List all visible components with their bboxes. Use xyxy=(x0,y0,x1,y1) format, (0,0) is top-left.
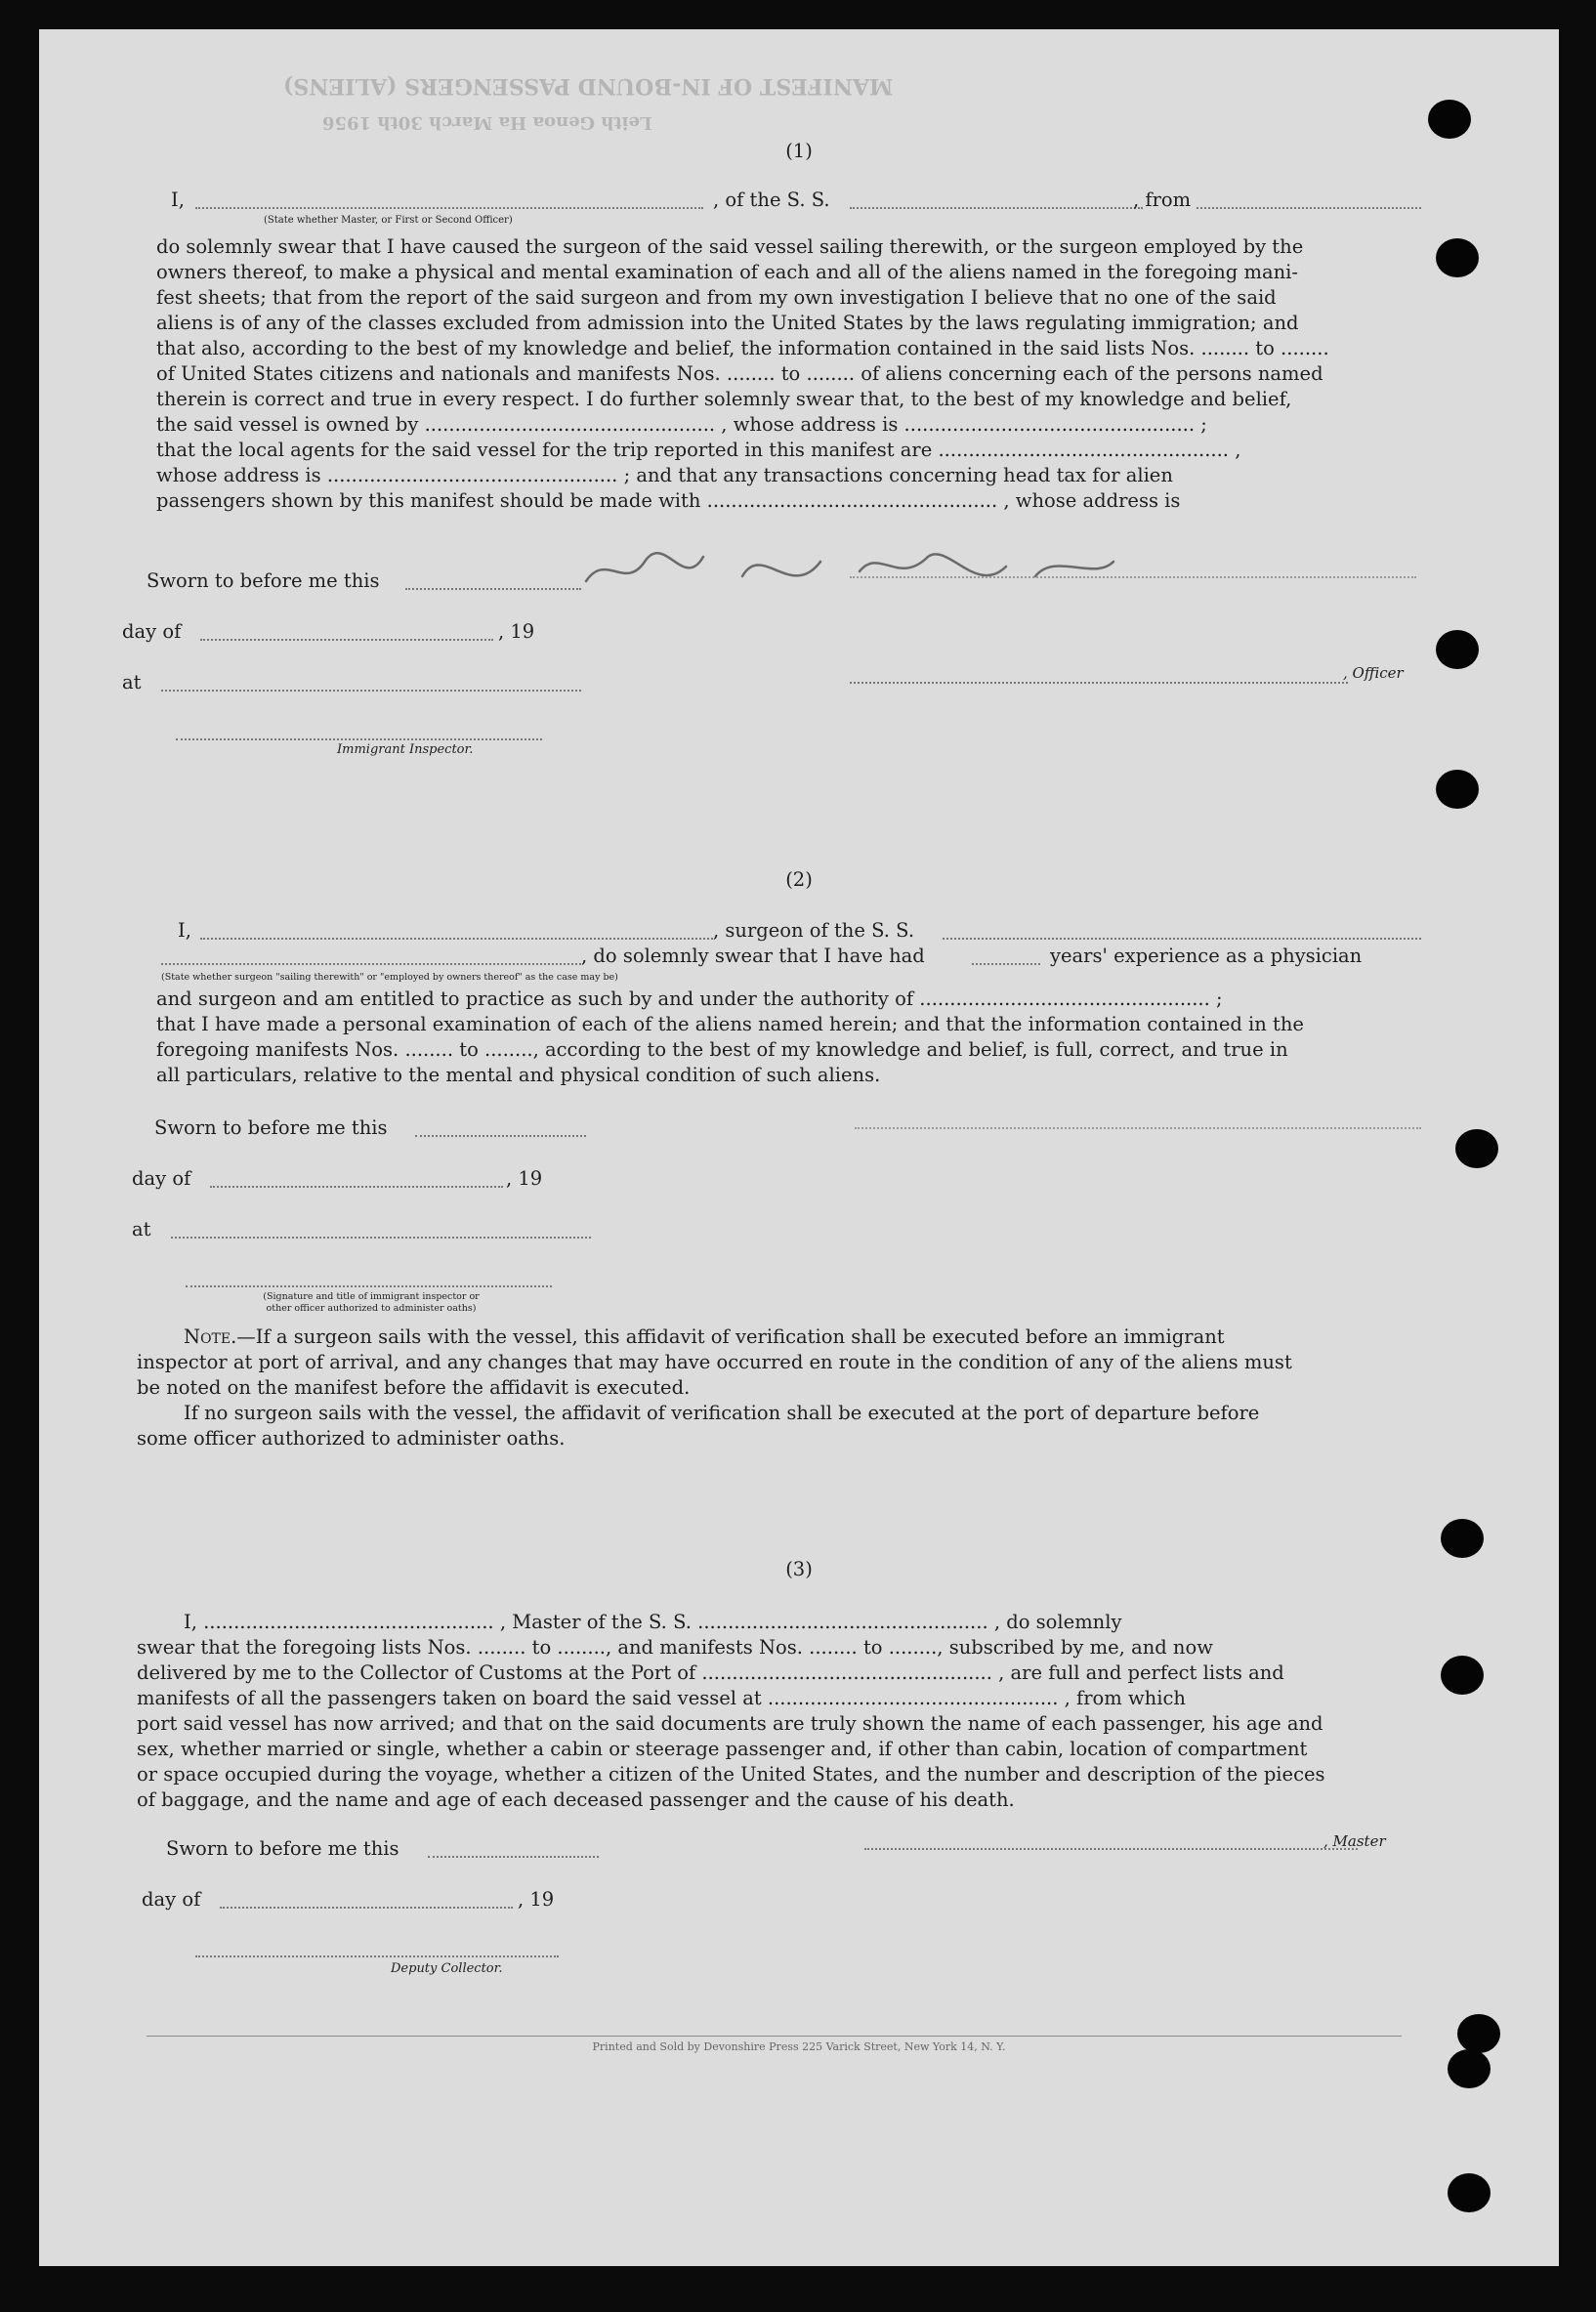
s2-surgeon-label: , surgeon of the S. S. xyxy=(713,919,915,942)
punch-hole-6 xyxy=(1441,1519,1484,1558)
section-2-number: (2) xyxy=(785,868,813,891)
punch-hole-4 xyxy=(1436,770,1479,809)
note-text-4: If no surgeon sails with the vessel, the affidavit of verification shall be executed at the port of departure before xyxy=(184,1402,1260,1424)
s3-line-1: I, ................................................ , Master of the S. S. ................................................ , do solemnly xyxy=(184,1611,1122,1633)
s1-year-label: , 19 xyxy=(498,620,535,643)
s3-master-label: , Master xyxy=(1323,1832,1386,1850)
s3-line-3: delivered by me to the Collector of Customs at the Port of ................................................ , are full and perfect lists and xyxy=(137,1661,1284,1684)
note-text-5: some officer authorized to administer oaths. xyxy=(137,1427,566,1450)
s1-officer-note: (State whether Master, or First or Second Officer) xyxy=(264,215,513,226)
s2-years-label: years' experience as a physician xyxy=(1050,945,1363,967)
s1-i-label: I, xyxy=(171,189,185,211)
s3-deputy-label: Deputy Collector. xyxy=(391,1961,503,1976)
s1-officer-label: , Officer xyxy=(1343,664,1404,682)
s1-day-of-label: day of xyxy=(122,620,182,643)
s2-line-2: that I have made a personal examination of each of the aliens named herein; and that the information contained in the xyxy=(156,1013,1304,1035)
s1-line-1: do solemnly swear that I have caused the surgeon of the said vessel sailing therewith, or the surgeon employed by the xyxy=(156,235,1304,258)
s3-line-7: or space occupied during the voyage, whether a citizen of the United States, and the number and description of the pieces xyxy=(137,1763,1325,1786)
punch-hole-5 xyxy=(1455,1129,1498,1168)
s2-day-of-label: day of xyxy=(132,1167,191,1190)
s2-line-4: all particulars, relative to the mental and physical condition of such aliens. xyxy=(156,1064,881,1086)
s2-signature-note xyxy=(186,1291,557,1315)
s1-line-11: passengers shown by this manifest should be made with ................................................ , whose address is xyxy=(156,489,1181,512)
note-text-2: inspector at port of arrival, and any changes that may have occurred en route in the condition of any of the aliens must xyxy=(137,1351,1292,1373)
s2-year-label: , 19 xyxy=(506,1167,543,1190)
punch-hole-9 xyxy=(1448,2049,1491,2088)
bleed-through-subheader: Leith Genoa Ha March 30th 1956 xyxy=(322,112,652,133)
punch-hole-2 xyxy=(1436,238,1479,277)
punch-hole-7 xyxy=(1441,1656,1484,1695)
document-sheet xyxy=(39,29,1559,2266)
s1-line-10: whose address is ................................................ ; and that any transactions concerning head tax for alien xyxy=(156,464,1173,486)
s2-oath-paragraph xyxy=(156,987,1421,1088)
section-3-number: (3) xyxy=(785,1558,813,1580)
s3-year-label: , 19 xyxy=(518,1888,555,1911)
s2-line-3: foregoing manifests Nos. ........ to ........, according to the best of my knowledge and belief, is full, correct, and true in xyxy=(156,1038,1288,1061)
s1-oath-paragraph xyxy=(156,234,1421,514)
s1-line-5: that also, according to the best of my knowledge and belief, the information contained in the said lists Nos. ........ to ........ xyxy=(156,337,1329,359)
s2-note-block xyxy=(137,1324,1431,1451)
handwritten-signature xyxy=(567,523,1153,610)
punch-hole-1 xyxy=(1428,100,1471,139)
printer-credit: Printed and Sold by Devonshire Press 225 Varick Street, New York 14, N. Y. xyxy=(592,2040,1006,2053)
s1-sworn-label: Sworn to before me this xyxy=(147,569,380,592)
section-1-number: (1) xyxy=(785,140,813,162)
s3-line-6: sex, whether married or single, whether a cabin or steerage passenger and, if other than cabin, location of compartment xyxy=(137,1738,1308,1760)
s2-sworn-label: Sworn to before me this xyxy=(154,1116,388,1139)
note-text-3: be noted on the manifest before the affidavit is executed. xyxy=(137,1376,691,1399)
bleed-through-header: MANIFEST OF IN-BOUND PASSENGERS (ALIENS) xyxy=(283,73,894,99)
s3-day-of-label: day of xyxy=(142,1888,201,1911)
s2-sig-note-line-1: (Signature and title of immigrant inspector or xyxy=(263,1291,480,1302)
s1-line-4: aliens is of any of the classes excluded from admission into the United States by the laws regulating immigration; and xyxy=(156,312,1299,334)
note-text-1: —If a surgeon sails with the vessel, this affidavit of verification shall be executed before an immigrant xyxy=(236,1325,1225,1348)
punch-hole-10 xyxy=(1448,2173,1491,2212)
note-label: Note. xyxy=(184,1325,237,1348)
s3-sworn-label: Sworn to before me this xyxy=(166,1837,399,1860)
s1-inspector-label: Immigrant Inspector. xyxy=(337,742,474,757)
s1-line-3: fest sheets; that from the report of the said surgeon and from my own investigation I believe that no one of the said xyxy=(156,286,1277,309)
s1-of-ss-label: , of the S. S. xyxy=(713,189,830,211)
s1-line-7: therein is correct and true in every respect. I do further solemnly swear that, to the best of my knowledge and belief, xyxy=(156,388,1292,410)
s2-sig-note-line-2: other officer authorized to administer oaths) xyxy=(266,1303,477,1314)
s1-from-label: , from xyxy=(1133,189,1192,211)
s1-at-label: at xyxy=(122,671,142,694)
s3-line-5: port said vessel has now arrived; and that on the said documents are truly shown the name of each passenger, his age and xyxy=(137,1712,1323,1735)
s1-line-8: the said vessel is owned by ................................................ , whose address is ................................................ ; xyxy=(156,413,1207,436)
s1-line-9: that the local agents for the said vessel for the trip reported in this manifest are ................................................ , xyxy=(156,439,1241,461)
punch-hole-8 xyxy=(1457,2014,1500,2053)
s2-surgeon-note: (State whether surgeon "sailing therewith" or "employed by owners thereof" as the case may be) xyxy=(161,972,618,983)
s2-solemnly-label: , do solemnly swear that I have had xyxy=(581,945,925,967)
punch-hole-3 xyxy=(1436,630,1479,669)
s2-line-1: and surgeon and am entitled to practice as such by and under the authority of ................................................ ; xyxy=(156,988,1223,1010)
s3-line-8: of baggage, and the name and age of each deceased passenger and the cause of his death. xyxy=(137,1788,1015,1811)
s2-at-label: at xyxy=(132,1218,151,1240)
s1-line-6: of United States citizens and nationals and manifests Nos. ........ to ........ of aliens concerning each of the persons named xyxy=(156,362,1323,385)
s3-line-4: manifests of all the passengers taken on board the said vessel at ................................................ , from which xyxy=(137,1687,1186,1709)
s3-line-2: swear that the foregoing lists Nos. ........ to ........, and manifests Nos. ........ to ........, subscribed by me, and now xyxy=(137,1636,1213,1659)
s2-i-label: I, xyxy=(178,919,191,942)
s1-line-2: owners thereof, to make a physical and mental examination of each and all of the aliens named in the foregoing mani- xyxy=(156,261,1298,283)
s3-oath-paragraph xyxy=(137,1610,1441,1813)
